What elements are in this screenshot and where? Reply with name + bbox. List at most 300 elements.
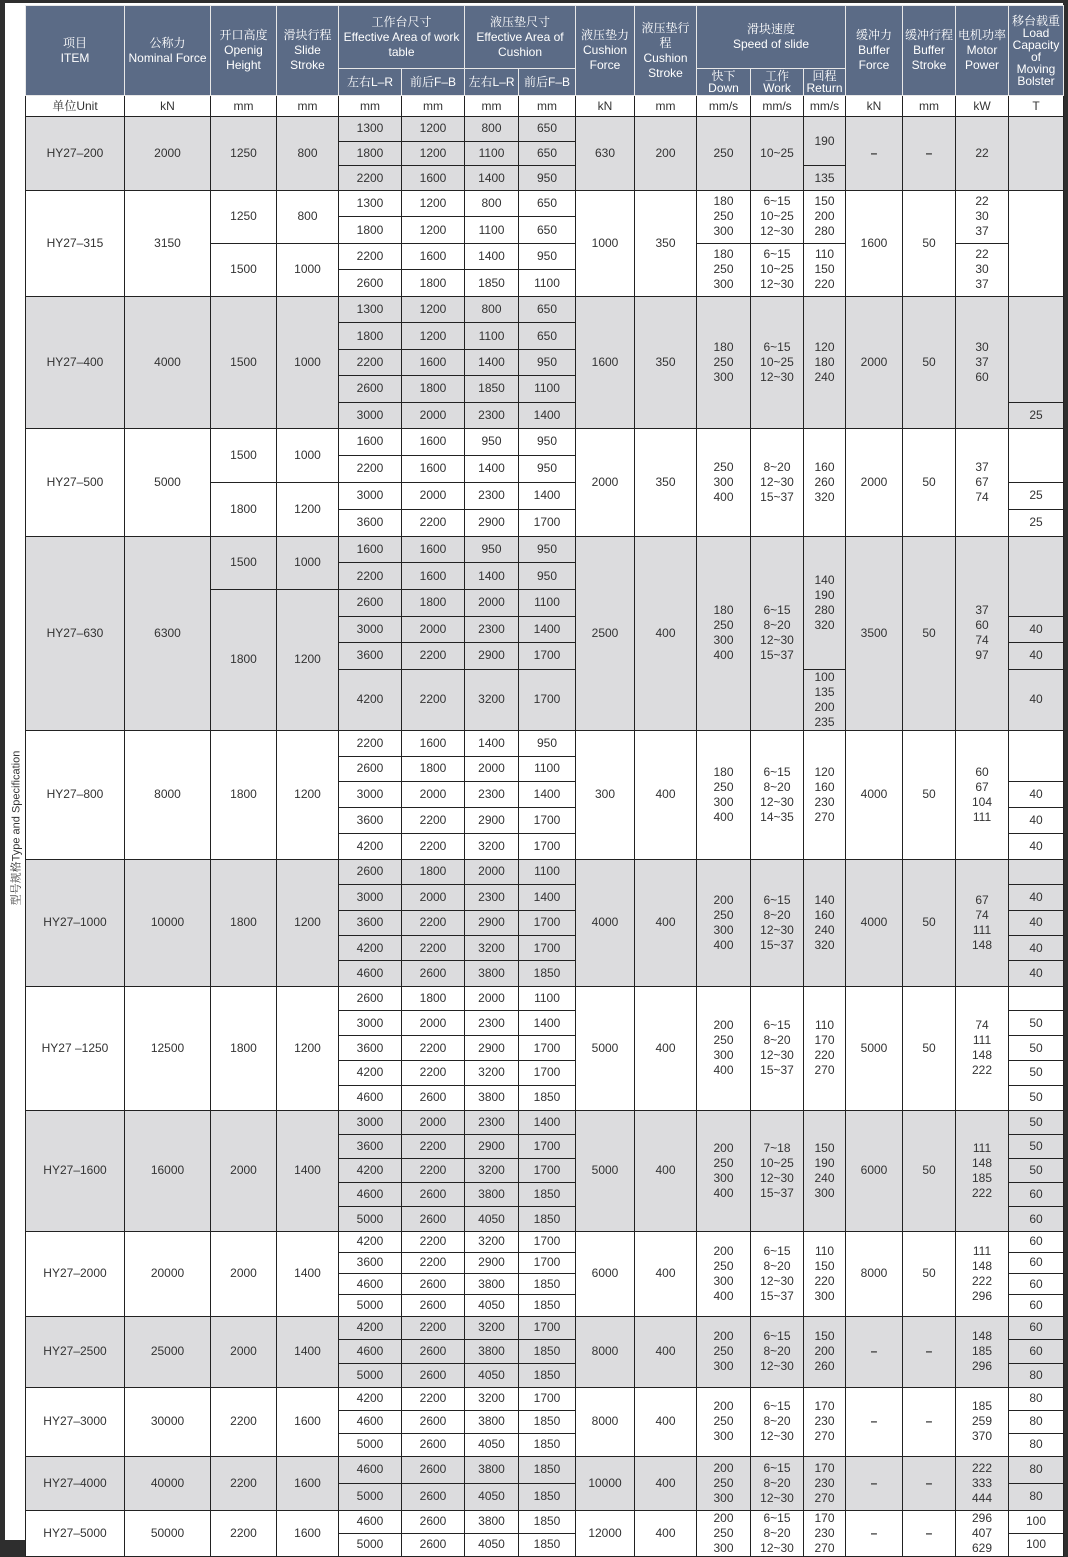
speed-work-cell: 6~15 8~20 12~30 <box>751 1510 804 1556</box>
motor-power-cell: 22 30 37 <box>956 243 1009 296</box>
worktable-fb-cell: 2600 <box>402 961 465 986</box>
worktable-fb-cell: 1600 <box>402 243 465 270</box>
buffer-stroke-cell: 50 <box>903 1110 956 1231</box>
cushion-fb-cell: 1700 <box>519 1231 576 1252</box>
worktable-fb-cell: 2200 <box>402 1316 465 1340</box>
speed-return-cell: 170 230 270 <box>804 1456 846 1510</box>
cushion-lr-cell: 3800 <box>465 961 519 986</box>
worktable-lr-cell: 2200 <box>339 455 402 482</box>
cushion-lr-cell: 3200 <box>465 1387 519 1410</box>
cushion-fb-cell: 1400 <box>519 616 576 643</box>
cushion-lr-cell: 3200 <box>465 669 519 730</box>
header-nominal-force: 公称力 Nominal Force <box>125 6 211 96</box>
model-name: HY27–3000 <box>26 1387 125 1456</box>
cushion-lr-cell: 950 <box>465 536 519 563</box>
worktable-fb-cell: 2200 <box>402 833 465 859</box>
cushion-lr-cell: 3200 <box>465 1061 519 1086</box>
header-buffer-force: 缓冲力 Buffer Force <box>846 6 903 96</box>
load-capacity-cell: 60 <box>1009 1274 1064 1295</box>
buffer-stroke-cell: – <box>903 1387 956 1456</box>
nominal-force-cell: 3150 <box>125 190 211 296</box>
load-capacity-cell: 40 <box>1009 935 1064 960</box>
motor-power-cell: 296 407 629 <box>956 1510 1009 1556</box>
buffer-stroke-cell: 50 <box>903 296 956 428</box>
cushion-stroke-cell: 200 <box>635 117 697 191</box>
speed-return-cell: 150 200 260 <box>804 1316 846 1387</box>
worktable-lr-cell: 4200 <box>339 1231 402 1252</box>
cushion-fb-cell: 950 <box>519 730 576 756</box>
cushion-fb-cell: 1850 <box>519 1207 576 1231</box>
speed-return-cell: 190 <box>804 117 846 166</box>
table-row <box>26 859 1064 884</box>
worktable-fb-cell: 2200 <box>402 1036 465 1061</box>
model-group <box>26 1510 1064 1556</box>
speed-down-cell: 200 250 300 400 <box>697 1231 751 1316</box>
cushion-lr-cell: 1400 <box>465 455 519 482</box>
motor-power-cell: 148 185 296 <box>956 1316 1009 1387</box>
cushion-fb-cell: 1850 <box>519 1483 576 1510</box>
unit-cushion-fb: mm <box>519 96 576 117</box>
model-name: HY27 –1250 <box>26 986 125 1110</box>
unit-load-capacity: T <box>1009 96 1064 117</box>
cushion-fb-cell: 650 <box>519 117 576 142</box>
worktable-fb-cell: 2000 <box>402 782 465 808</box>
nominal-force-cell: 8000 <box>125 730 211 859</box>
cushion-lr-cell: 3800 <box>465 1456 519 1483</box>
load-capacity-cell <box>1009 428 1064 482</box>
speed-down-cell: 200 250 300 <box>697 1316 751 1387</box>
model-group <box>26 1456 1064 1510</box>
load-capacity-cell: 40 <box>1009 669 1064 730</box>
worktable-fb-cell: 2200 <box>402 910 465 935</box>
load-capacity-cell: 25 <box>1009 482 1064 509</box>
cushion-fb-cell: 650 <box>519 217 576 244</box>
model-name: HY27–400 <box>26 296 125 428</box>
load-capacity-cell <box>1009 190 1064 296</box>
unit-buffer-stroke: mm <box>903 96 956 117</box>
worktable-lr-cell: 4200 <box>339 1061 402 1086</box>
cushion-lr-cell: 4050 <box>465 1207 519 1231</box>
load-capacity-cell: 60 <box>1009 1231 1064 1252</box>
slide-stroke-cell: 1200 <box>277 590 339 731</box>
model-group <box>26 1387 1064 1456</box>
header-cushion-force: 液压垫力 Cushion Force <box>576 6 635 96</box>
load-capacity-cell: 60 <box>1009 1295 1064 1316</box>
cushion-stroke-cell: 400 <box>635 536 697 730</box>
worktable-fb-cell: 1800 <box>402 376 465 402</box>
worktable-fb-cell: 1600 <box>402 428 465 455</box>
cushion-fb-cell: 1400 <box>519 482 576 509</box>
buffer-force-cell: – <box>846 1316 903 1387</box>
opening-height-cell: 1500 <box>211 428 277 482</box>
worktable-lr-cell: 4200 <box>339 669 402 730</box>
model-group <box>26 117 1064 191</box>
slide-stroke-cell: 1600 <box>277 1456 339 1510</box>
cushion-lr-cell: 4050 <box>465 1363 519 1387</box>
cushion-force-cell: 630 <box>576 117 635 191</box>
cushion-fb-cell: 1100 <box>519 756 576 782</box>
speed-work-cell: 6~15 8~20 12~30 15~37 <box>751 1231 804 1316</box>
opening-height-cell: 2200 <box>211 1387 277 1456</box>
cushion-lr-cell: 2300 <box>465 402 519 428</box>
cushion-lr-cell: 3800 <box>465 1085 519 1110</box>
cushion-fb-cell: 1100 <box>519 270 576 297</box>
speed-return-cell: 120 180 240 <box>804 296 846 428</box>
opening-height-cell: 1800 <box>211 986 277 1110</box>
worktable-lr-cell: 1600 <box>339 536 402 563</box>
unit-speed-work: mm/s <box>751 96 804 117</box>
load-capacity-cell: 80 <box>1009 1410 1064 1433</box>
worktable-lr-cell: 4600 <box>339 1410 402 1433</box>
worktable-fb-cell: 2200 <box>402 935 465 960</box>
cushion-lr-cell: 2900 <box>465 910 519 935</box>
worktable-fb-cell: 2600 <box>402 1533 465 1556</box>
buffer-force-cell: – <box>846 1387 903 1456</box>
worktable-fb-cell: 2200 <box>402 1252 465 1273</box>
side-label-text: 型号规格Type and Specification <box>10 750 22 906</box>
nominal-force-cell: 4000 <box>125 296 211 428</box>
worktable-fb-cell: 1200 <box>402 296 465 322</box>
nominal-force-cell: 16000 <box>125 1110 211 1231</box>
cushion-fb-cell: 950 <box>519 243 576 270</box>
unit-nominal-force: kN <box>125 96 211 117</box>
motor-power-cell: 74 111 148 222 <box>956 986 1009 1110</box>
opening-height-cell: 1250 <box>211 117 277 191</box>
slide-stroke-cell: 1000 <box>277 536 339 589</box>
model-group <box>26 428 1064 536</box>
cushion-fb-cell: 950 <box>519 166 576 191</box>
load-capacity-cell <box>1009 117 1064 191</box>
cushion-lr-cell: 2900 <box>465 509 519 536</box>
cushion-fb-cell: 1700 <box>519 808 576 834</box>
worktable-fb-cell: 1600 <box>402 455 465 482</box>
worktable-lr-cell: 3000 <box>339 482 402 509</box>
unit-speed-return: mm/s <box>804 96 846 117</box>
speed-work-cell: 6~15 10~25 12~30 <box>751 190 804 243</box>
nominal-force-cell: 12500 <box>125 986 211 1110</box>
motor-power-cell: 30 37 60 <box>956 296 1009 428</box>
cushion-lr-cell: 2300 <box>465 782 519 808</box>
worktable-lr-cell: 1600 <box>339 428 402 455</box>
worktable-lr-cell: 5000 <box>339 1533 402 1556</box>
load-capacity-cell <box>1009 986 1064 1011</box>
table-row <box>26 117 1064 142</box>
slide-stroke-cell: 1400 <box>277 1231 339 1316</box>
slide-stroke-cell: 1000 <box>277 428 339 482</box>
cushion-lr-cell: 3800 <box>465 1183 519 1207</box>
worktable-lr-cell: 2200 <box>339 243 402 270</box>
worktable-fb-cell: 2600 <box>402 1456 465 1483</box>
opening-height-cell: 1800 <box>211 859 277 986</box>
worktable-fb-cell: 2000 <box>402 616 465 643</box>
cushion-lr-cell: 1400 <box>465 243 519 270</box>
motor-power-cell: 22 <box>956 117 1009 191</box>
slide-stroke-cell: 1000 <box>277 296 339 428</box>
cushion-lr-cell: 800 <box>465 117 519 142</box>
cushion-lr-cell: 2000 <box>465 590 519 617</box>
load-capacity-cell: 40 <box>1009 643 1064 670</box>
worktable-fb-cell: 2200 <box>402 1231 465 1252</box>
model-name: HY27–5000 <box>26 1510 125 1556</box>
buffer-stroke-cell: 50 <box>903 859 956 986</box>
model-name: HY27–2000 <box>26 1231 125 1316</box>
worktable-fb-cell: 1600 <box>402 730 465 756</box>
load-capacity-cell: 80 <box>1009 1363 1064 1387</box>
worktable-lr-cell: 2600 <box>339 376 402 402</box>
worktable-lr-cell: 3600 <box>339 1252 402 1273</box>
table-row <box>26 536 1064 563</box>
opening-height-cell: 1500 <box>211 536 277 589</box>
worktable-lr-cell: 3600 <box>339 1134 402 1158</box>
side-label <box>5 116 25 1540</box>
speed-work-cell: 8~20 12~30 15~37 <box>751 428 804 536</box>
cushion-fb-cell: 1700 <box>519 1061 576 1086</box>
unit-worktable-fb: mm <box>402 96 465 117</box>
cushion-fb-cell: 650 <box>519 323 576 349</box>
worktable-lr-cell: 5000 <box>339 1363 402 1387</box>
speed-work-cell: 7~18 10~25 12~30 15~37 <box>751 1110 804 1231</box>
cushion-fb-cell: 1400 <box>519 402 576 428</box>
worktable-fb-cell: 2600 <box>402 1183 465 1207</box>
speed-down-cell: 200 250 300 <box>697 1387 751 1456</box>
worktable-fb-cell: 1200 <box>402 323 465 349</box>
load-capacity-cell: 40 <box>1009 782 1064 808</box>
load-capacity-cell: 100 <box>1009 1533 1064 1556</box>
table-row <box>26 190 1064 217</box>
load-capacity-cell: 40 <box>1009 910 1064 935</box>
cushion-force-cell: 5000 <box>576 986 635 1110</box>
worktable-fb-cell: 1200 <box>402 190 465 217</box>
worktable-lr-cell: 4600 <box>339 1183 402 1207</box>
speed-return-cell: 140 160 240 320 <box>804 859 846 986</box>
cushion-fb-cell: 1700 <box>519 1387 576 1410</box>
load-capacity-cell: 40 <box>1009 808 1064 834</box>
worktable-lr-cell: 2600 <box>339 986 402 1011</box>
worktable-lr-cell: 1800 <box>339 323 402 349</box>
cushion-fb-cell: 950 <box>519 455 576 482</box>
speed-return-cell: 135 <box>804 166 846 191</box>
speed-return-cell: 150 200 280 <box>804 190 846 243</box>
worktable-fb-cell: 2000 <box>402 482 465 509</box>
cushion-stroke-cell: 400 <box>635 1387 697 1456</box>
load-capacity-cell: 60 <box>1009 1316 1064 1340</box>
worktable-lr-cell: 3000 <box>339 885 402 910</box>
model-name: HY27–4000 <box>26 1456 125 1510</box>
cushion-lr-cell: 2900 <box>465 1134 519 1158</box>
worktable-lr-cell: 3000 <box>339 616 402 643</box>
header-motor-power: 电机功率 Motor Power <box>956 6 1009 96</box>
cushion-force-cell: 10000 <box>576 1456 635 1510</box>
header-cushion-lr: 左右L–R <box>465 69 519 96</box>
worktable-fb-cell: 2600 <box>402 1483 465 1510</box>
cushion-fb-cell: 1700 <box>519 833 576 859</box>
load-capacity-cell <box>1009 730 1064 782</box>
opening-height-cell: 1500 <box>211 296 277 428</box>
header-load-capacity: 移台载重 Load Capacity of Moving Bolster <box>1009 6 1064 96</box>
opening-height-cell: 2000 <box>211 1316 277 1387</box>
worktable-lr-cell: 4600 <box>339 1456 402 1483</box>
worktable-lr-cell: 1800 <box>339 141 402 166</box>
cushion-stroke-cell: 350 <box>635 190 697 296</box>
worktable-fb-cell: 2600 <box>402 1295 465 1316</box>
worktable-lr-cell: 1300 <box>339 190 402 217</box>
nominal-force-cell: 5000 <box>125 428 211 536</box>
cushion-force-cell: 8000 <box>576 1387 635 1456</box>
cushion-force-cell: 2000 <box>576 428 635 536</box>
cushion-force-cell: 12000 <box>576 1510 635 1556</box>
load-capacity-cell: 80 <box>1009 1456 1064 1483</box>
header-cushion-area: 液压垫尺寸 Effective Area of Cushion <box>465 6 576 69</box>
worktable-fb-cell: 1800 <box>402 986 465 1011</box>
worktable-lr-cell: 4600 <box>339 1340 402 1364</box>
cushion-fb-cell: 1400 <box>519 885 576 910</box>
cushion-fb-cell: 1850 <box>519 1085 576 1110</box>
cushion-fb-cell: 1850 <box>519 1456 576 1483</box>
cushion-fb-cell: 1700 <box>519 1159 576 1183</box>
load-capacity-cell: 40 <box>1009 961 1064 986</box>
unit-speed-down: mm/s <box>697 96 751 117</box>
worktable-lr-cell: 5000 <box>339 1483 402 1510</box>
cushion-force-cell: 2500 <box>576 536 635 730</box>
worktable-fb-cell: 2600 <box>402 1274 465 1295</box>
cushion-lr-cell: 3800 <box>465 1274 519 1295</box>
speed-return-cell: 140 190 280 320 <box>804 536 846 669</box>
buffer-force-cell: – <box>846 117 903 191</box>
worktable-lr-cell: 2200 <box>339 730 402 756</box>
load-capacity-cell: 60 <box>1009 1340 1064 1364</box>
opening-height-cell: 1800 <box>211 730 277 859</box>
speed-down-cell: 200 250 300 <box>697 1456 751 1510</box>
cushion-lr-cell: 800 <box>465 190 519 217</box>
cushion-lr-cell: 4050 <box>465 1483 519 1510</box>
nominal-force-cell: 6300 <box>125 536 211 730</box>
cushion-fb-cell: 1700 <box>519 910 576 935</box>
unit-worktable-lr: mm <box>339 96 402 117</box>
cushion-lr-cell: 3200 <box>465 1316 519 1340</box>
motor-power-cell: 67 74 111 148 <box>956 859 1009 986</box>
motor-power-cell: 111 148 185 222 <box>956 1110 1009 1231</box>
worktable-lr-cell: 2200 <box>339 166 402 191</box>
speed-return-cell: 150 190 240 300 <box>804 1110 846 1231</box>
worktable-fb-cell: 2600 <box>402 1207 465 1231</box>
load-capacity-cell: 80 <box>1009 1433 1064 1456</box>
cushion-lr-cell: 1400 <box>465 349 519 375</box>
cushion-fb-cell: 1100 <box>519 376 576 402</box>
cushion-stroke-cell: 400 <box>635 986 697 1110</box>
cushion-stroke-cell: 400 <box>635 1110 697 1231</box>
cushion-lr-cell: 1400 <box>465 166 519 191</box>
nominal-force-cell: 20000 <box>125 1231 211 1316</box>
cushion-fb-cell: 950 <box>519 428 576 455</box>
cushion-lr-cell: 950 <box>465 428 519 455</box>
load-capacity-cell: 50 <box>1009 1159 1064 1183</box>
buffer-force-cell: 8000 <box>846 1231 903 1316</box>
cushion-force-cell: 1600 <box>576 296 635 428</box>
worktable-lr-cell: 3600 <box>339 1036 402 1061</box>
opening-height-cell: 2200 <box>211 1510 277 1556</box>
table-header <box>26 6 1064 117</box>
cushion-force-cell: 8000 <box>576 1316 635 1387</box>
speed-work-cell: 6~15 10~25 12~30 <box>751 243 804 296</box>
opening-height-cell: 1250 <box>211 190 277 243</box>
speed-down-cell: 200 250 300 400 <box>697 1110 751 1231</box>
worktable-fb-cell: 2600 <box>402 1085 465 1110</box>
slide-stroke-cell: 1200 <box>277 986 339 1110</box>
cushion-fb-cell: 950 <box>519 563 576 590</box>
model-group <box>26 296 1064 428</box>
worktable-lr-cell: 4200 <box>339 1316 402 1340</box>
cushion-lr-cell: 3200 <box>465 935 519 960</box>
cushion-lr-cell: 1850 <box>465 376 519 402</box>
worktable-fb-cell: 2200 <box>402 669 465 730</box>
load-capacity-cell: 40 <box>1009 616 1064 643</box>
model-group <box>26 1231 1064 1316</box>
slide-stroke-cell: 1400 <box>277 1316 339 1387</box>
nominal-force-cell: 25000 <box>125 1316 211 1387</box>
buffer-force-cell: 1600 <box>846 190 903 296</box>
speed-return-cell: 110 150 220 <box>804 243 846 296</box>
worktable-lr-cell: 4200 <box>339 1159 402 1183</box>
buffer-force-cell: 2000 <box>846 296 903 428</box>
cushion-fb-cell: 1850 <box>519 1363 576 1387</box>
buffer-stroke-cell: – <box>903 1316 956 1387</box>
worktable-fb-cell: 2000 <box>402 885 465 910</box>
buffer-stroke-cell: 50 <box>903 190 956 296</box>
motor-power-cell: 37 60 74 97 <box>956 536 1009 730</box>
cushion-fb-cell: 650 <box>519 141 576 166</box>
load-capacity-cell: 100 <box>1009 1510 1064 1533</box>
worktable-lr-cell: 3000 <box>339 402 402 428</box>
cushion-stroke-cell: 400 <box>635 1231 697 1316</box>
load-capacity-cell <box>1009 859 1064 884</box>
speed-work-cell: 6~15 8~20 12~30 15~37 <box>751 859 804 986</box>
cushion-fb-cell: 1100 <box>519 859 576 884</box>
speed-down-cell: 200 250 300 400 <box>697 859 751 986</box>
worktable-fb-cell: 2600 <box>402 1510 465 1533</box>
header-worktable-lr: 左右L–R <box>339 69 402 96</box>
cushion-force-cell: 4000 <box>576 859 635 986</box>
cushion-lr-cell: 2900 <box>465 1252 519 1273</box>
nominal-force-cell: 40000 <box>125 1456 211 1510</box>
worktable-lr-cell: 5000 <box>339 1207 402 1231</box>
speed-work-cell: 6~15 10~25 12~30 <box>751 296 804 428</box>
slide-stroke-cell: 1000 <box>277 243 339 296</box>
load-capacity-cell <box>1009 536 1064 616</box>
cushion-fb-cell: 650 <box>519 296 576 322</box>
cushion-stroke-cell: 350 <box>635 428 697 536</box>
speed-down-cell: 250 300 400 <box>697 428 751 536</box>
buffer-force-cell: 4000 <box>846 730 903 859</box>
opening-height-cell: 2000 <box>211 1110 277 1231</box>
worktable-fb-cell: 1800 <box>402 270 465 297</box>
worktable-fb-cell: 1200 <box>402 217 465 244</box>
worktable-lr-cell: 2600 <box>339 756 402 782</box>
header-cushion-stroke: 液压垫行 程 Cushion Stroke <box>635 6 697 96</box>
worktable-fb-cell: 2200 <box>402 1387 465 1410</box>
cushion-fb-cell: 1700 <box>519 1134 576 1158</box>
model-name: HY27–1600 <box>26 1110 125 1231</box>
table-row <box>26 1387 1064 1410</box>
header-opening-height: 开口高度 Openig Height <box>211 6 277 96</box>
opening-height-cell: 2000 <box>211 1231 277 1316</box>
worktable-lr-cell: 3600 <box>339 808 402 834</box>
model-group <box>26 1316 1064 1387</box>
cushion-lr-cell: 2000 <box>465 756 519 782</box>
table-row <box>26 296 1064 322</box>
slide-stroke-cell: 1600 <box>277 1387 339 1456</box>
model-name: HY27–630 <box>26 536 125 730</box>
specification-table <box>25 5 1064 1557</box>
